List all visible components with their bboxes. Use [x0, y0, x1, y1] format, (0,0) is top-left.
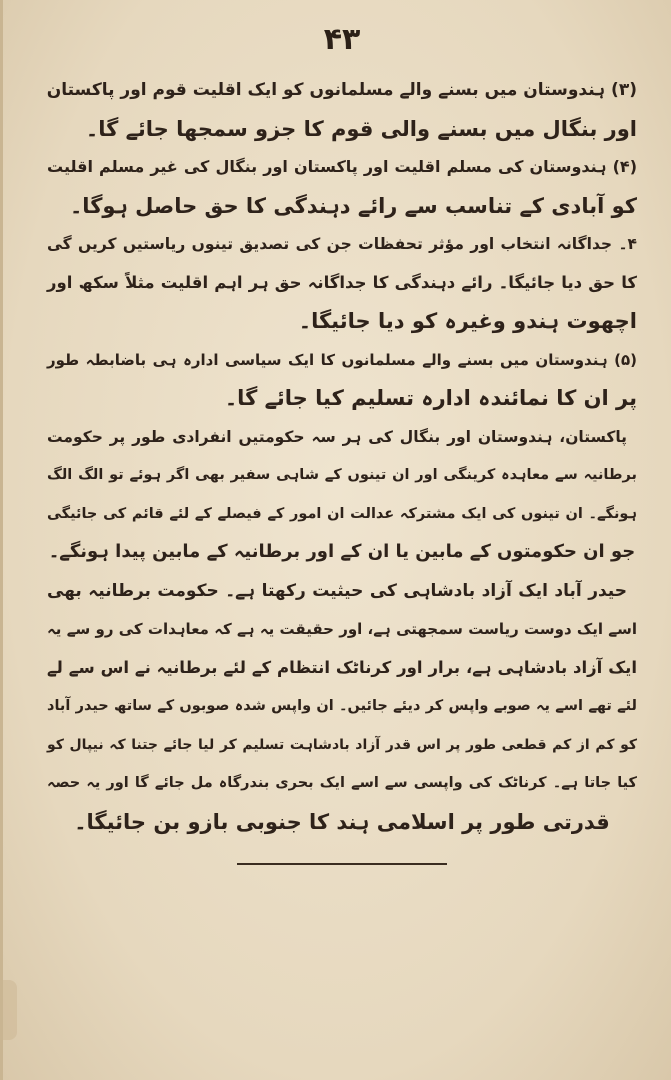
text-line: (۵) ہندوستان میں بسنے والے مسلمانوں کا ایک سیاسی ادارہ ہی باضابطہ طور — [47, 350, 637, 369]
text-line: (۳) ہندوستان میں بسنے والے مسلمانوں کو ایک اقلیت قوم اور پاکستان — [46, 80, 637, 100]
text-line: کا حق دیا جائیگا۔ رائے دہندگی کا جداگانہ حق ہر اہم اقلیت مثلاً سکھ اور — [47, 272, 637, 292]
text-line: جو ان حکومتوں کے مابین یا ان کے اور برطانیہ کے مابین پیدا ہونگے۔ — [48, 541, 636, 562]
text-line: قدرتی طور پر اسلامی ہند کا جنوبی بازو بن جائیگا۔ — [74, 809, 610, 834]
text-line: کیا جاتا ہے۔ کرناٹک کی واپسی سے اسے ایک بحری بندرگاہ مل جائے گا اور یہ حصہ — [47, 775, 637, 791]
text-line: اچھوت ہندو وغیرہ کو دیا جائیگا۔ — [298, 309, 637, 333]
section-divider — [237, 863, 447, 865]
text-line: پر ان کا نمائندہ ادارہ تسلیم کیا جائے گا۔ — [224, 386, 637, 410]
text-line: (۴) ہندوستان کی مسلم اقلیت اور پاکستان اور بنگال کی غیر مسلم اقلیت — [47, 157, 637, 176]
text-line: ۴۔ جداگانہ انتخاب اور مؤثر تحفظات جن کی تصدیق تینوں ریاستیں کریں گی — [47, 235, 637, 253]
page-number: ۴۳ — [323, 22, 361, 57]
text-line: اور بنگال میں بسنے والی قوم کا جزو سمجھا جائے گا۔ — [85, 116, 637, 141]
text-line: اسے ایک دوست ریاست سمجھتی ہے، اور حقیقت یہ ہے کہ معاہدات کی رو سے یہ — [47, 620, 637, 638]
text-line: کو کم از کم قطعی طور پر اس قدر آزاد بادشاہت تسلیم کر لیا جائے جتنا کہ نیپال کو — [47, 736, 637, 753]
text-line: ایک آزاد بادشاہی ہے، برار اور کرناٹک انتظام کے لئے برطانیہ نے اس سے لے — [47, 657, 637, 677]
page-edge-stain — [3, 980, 17, 1040]
text-line: برطانیہ سے معاہدہ کرینگی اور ان تینوں کے شاہی سفیر بھی اگر ہوئے تو الگ الگ — [47, 467, 637, 483]
text-line: ہونگے۔ ان تینوں کی ایک مشترکہ عدالت ان امور کے فیصلے کے لئے قائم کی جائیگی — [47, 505, 637, 522]
text-line: کو آبادی کے تناسب سے رائے دہندگی کا حق حاصل ہوگا۔ — [70, 193, 637, 218]
text-line: لئے تھے اسے یہ صوبے واپس کر دیئے جائیں۔ ان واپس شدہ صوبوں کے ساتھ حیدر آباد — [47, 698, 637, 714]
text-line: حیدر آباد ایک آزاد بادشاہی کی حیثیت رکھتا ہے۔ حکومت برطانیہ بھی — [47, 580, 627, 601]
text-line: پاکستان، ہندوستان اور بنگال کی ہر سہ حکومتیں انفرادی طور پر حکومت — [47, 427, 627, 446]
